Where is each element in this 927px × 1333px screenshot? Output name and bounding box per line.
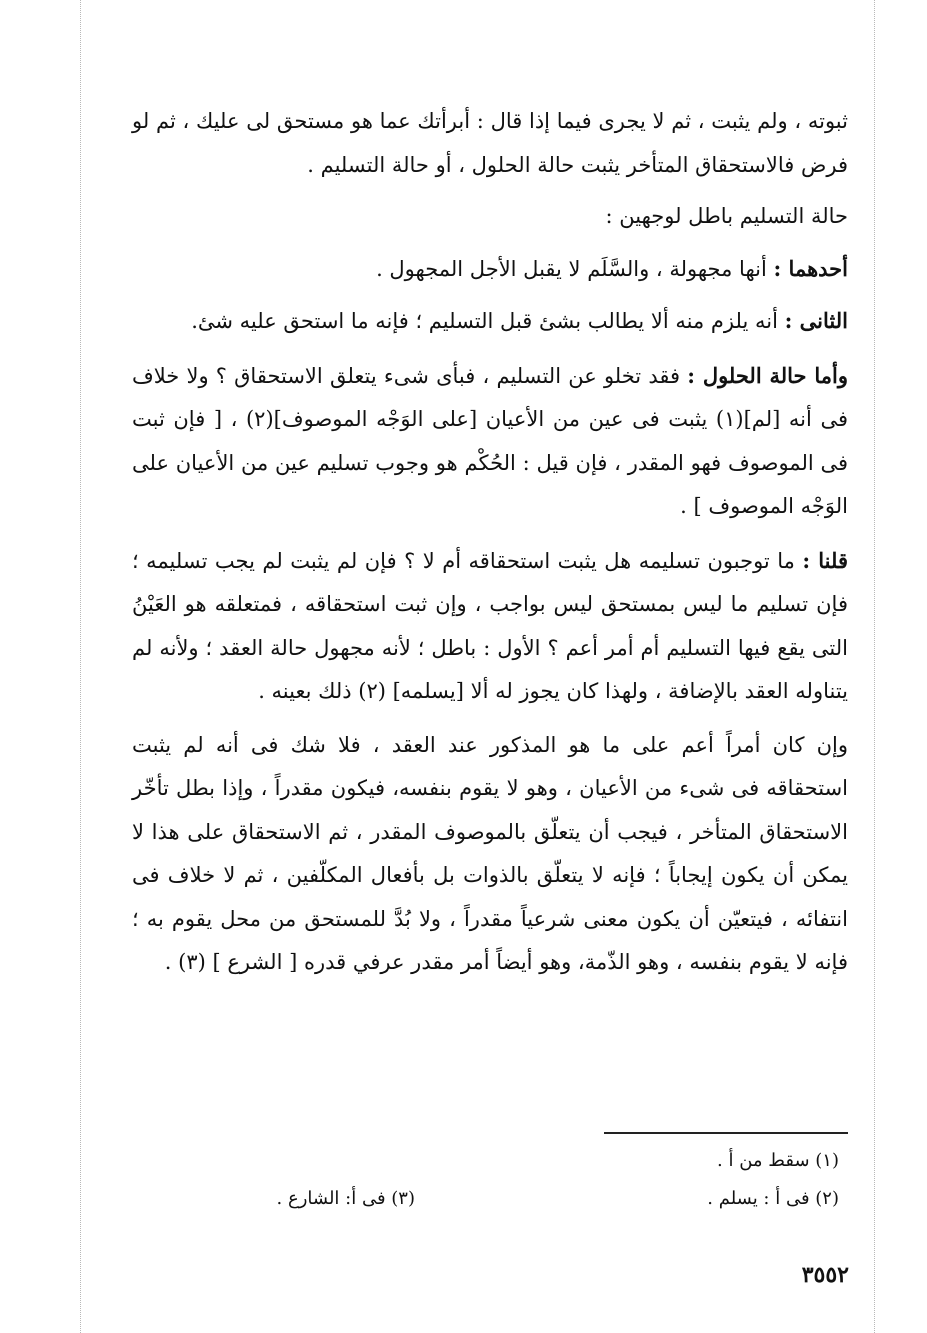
paragraph: الثانى : أنه يلزم منه ألا يطالب بشئ قبل التسليم ؛ فإنه ما استحق عليه شئ. [191, 308, 848, 333]
page-number: ٣٥٥٢ [801, 1262, 849, 1288]
footnote-rule [604, 1132, 848, 1134]
margin-dotted-line [874, 0, 875, 1333]
paragraph-lead: قلنا : [802, 547, 848, 573]
paragraph: أحدهما : أنها مجهولة ، والسَّلَم لا يقبل الأجل المجهول . [376, 255, 848, 281]
margin-dotted-line [80, 0, 81, 1333]
paragraph-lead: أحدهما : [773, 255, 848, 281]
paragraph: حالة التسليم باطل لوجهين : [605, 204, 848, 228]
body-text [132, 100, 848, 993]
paragraph: وأما حالة الحلول : فقد تخلو عن التسليم ، فبأى شىء يتعلق الاستحقاق ؟ ولا خلاف فى أنه [لم](١) يثبت فى عين من الأعيان [على الوَجْه الموصوف](٢) ، [ فإن ثبت فى الموصوف فهو المقدر ، فإن قيل : الحُكْم هو وجوب تسليم عين من الأعيان على الوَجْه الموصوف ] . [132, 362, 848, 518]
paragraph: ثبوته ، ولم يثبت ، ثم لا يجرى فيما إذا قال : أبرأتك عما هو مستحق لى عليك ، ثم لو فرض فالاستحقاق المتأخر يثبت حالة الحلول ، أو حالة التسليم . [132, 109, 848, 177]
paragraph: وإن كان أمراً أعم على ما هو المذكور عند العقد ، فلا شك فى أنه لم يثبت استحقاقه فى شىء من الأعيان ، وهو لا يقوم بنفسه، فيكون مقدراً ، وإذا بطل تأخّر الاستحقاق المتأخر ، فيجب أن يتعلّق بالموصوف المقدر ، ثم الاستحقاق على هذا لا يمكن أن يكون إيجاباً ؛ فإنه لا يتعلّق بالذوات بل بأفعال المكلّفين ، ثم لا خلاف فى انتفائه ، فيتعيّن أن يكون معنى شرعياً مقدراً ، ولا بُدَّ للمستحق من محل يقوم به ؛ فإنه لا يقوم بنفسه ، وهو الذّمة، وهو أيضاً أمر مقدر عرفي قدره [ الشرع ] (٣) . [132, 732, 848, 974]
footnote-2: (٢) فى أ : يسلم . [707, 1188, 839, 1209]
footnote-1: (١) سقط من أ . [717, 1150, 839, 1171]
footnote-3: (٣) فى أ: الشارع . [276, 1188, 415, 1209]
paragraph-lead: وأما حالة الحلول : [687, 362, 848, 388]
paragraph-lead: الثانى : [784, 308, 848, 333]
paragraph: قلنا : ما توجبون تسليمه هل يثبت استحقاقه أم لا ؟ فإن لم يثبت لم يجب تسليمه ؛ فإن تسليم ما ليس بمستحق ليس بواجب ، وإن ثبت استحقاقه ، فمتعلقه هو العَيْنُ التى يقع فيها التسليم أم أمر أعم ؟ الأول : باطل ؛ لأنه مجهول حالة العقد ؛ ولأنه لم يتناوله العقد بالإضافة ، ولهذا كان يجوز له ألا [يسلمه] (٢) ذلك بعينه . [132, 547, 848, 703]
